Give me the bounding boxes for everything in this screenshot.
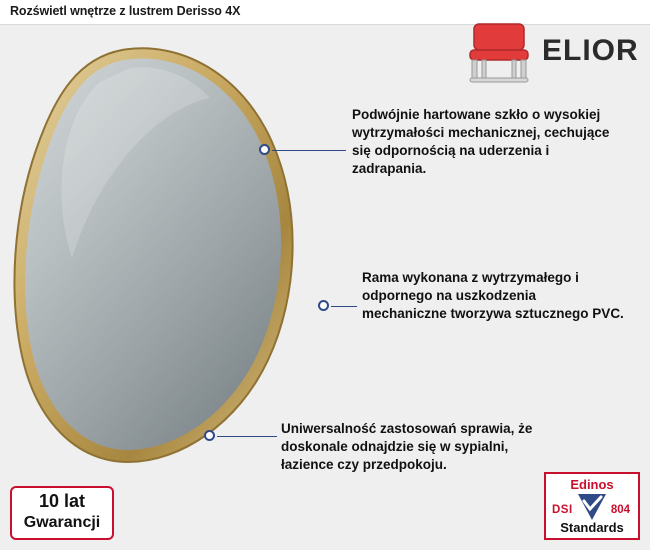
mirror-illustration [10, 38, 310, 478]
certificate-code-label: DSI [552, 504, 573, 516]
callout-dot-2 [318, 300, 329, 311]
brand-name: ELIOR [542, 34, 639, 67]
warranty-label: Gwarancji [23, 514, 101, 531]
callout-leader-3 [217, 436, 277, 437]
callout-dot-3 [204, 430, 215, 441]
callout-leader-2 [331, 306, 357, 307]
certificate-badge [544, 472, 640, 540]
callout-text-2: Rama wykonana z wytrzymałego i odpornego na uszkodzenia mechaniczne tworzywa sztucznego PVC. [362, 270, 624, 321]
warranty-years: 10 lat [38, 491, 86, 511]
warranty-badge [10, 486, 114, 540]
certificate-code-number: 804 [610, 504, 630, 516]
page-title: Rozświetl wnętrze z lustrem Derisso 4X [10, 4, 241, 18]
callout-text-1: Podwójnie hartowane szkło o wysokiej wytrzymałości mechanicznej, cechujące się odpornością na uderzenia i zadrapania. [352, 107, 610, 176]
callout-leader-1 [272, 150, 346, 151]
certificate-standards-label: Standards [560, 520, 624, 535]
product-image [10, 38, 310, 478]
brand-logo [456, 22, 639, 84]
checkmark-shield-icon [575, 492, 609, 522]
red-chair-icon [466, 22, 532, 84]
callout-text-3: Uniwersalność zastosowań sprawia, że doskonale odnajdzie się w sypialni, łazience czy przedpokoju. [281, 421, 533, 472]
certificate-brand: Edinos [570, 477, 614, 492]
callout-dot-1 [259, 144, 270, 155]
